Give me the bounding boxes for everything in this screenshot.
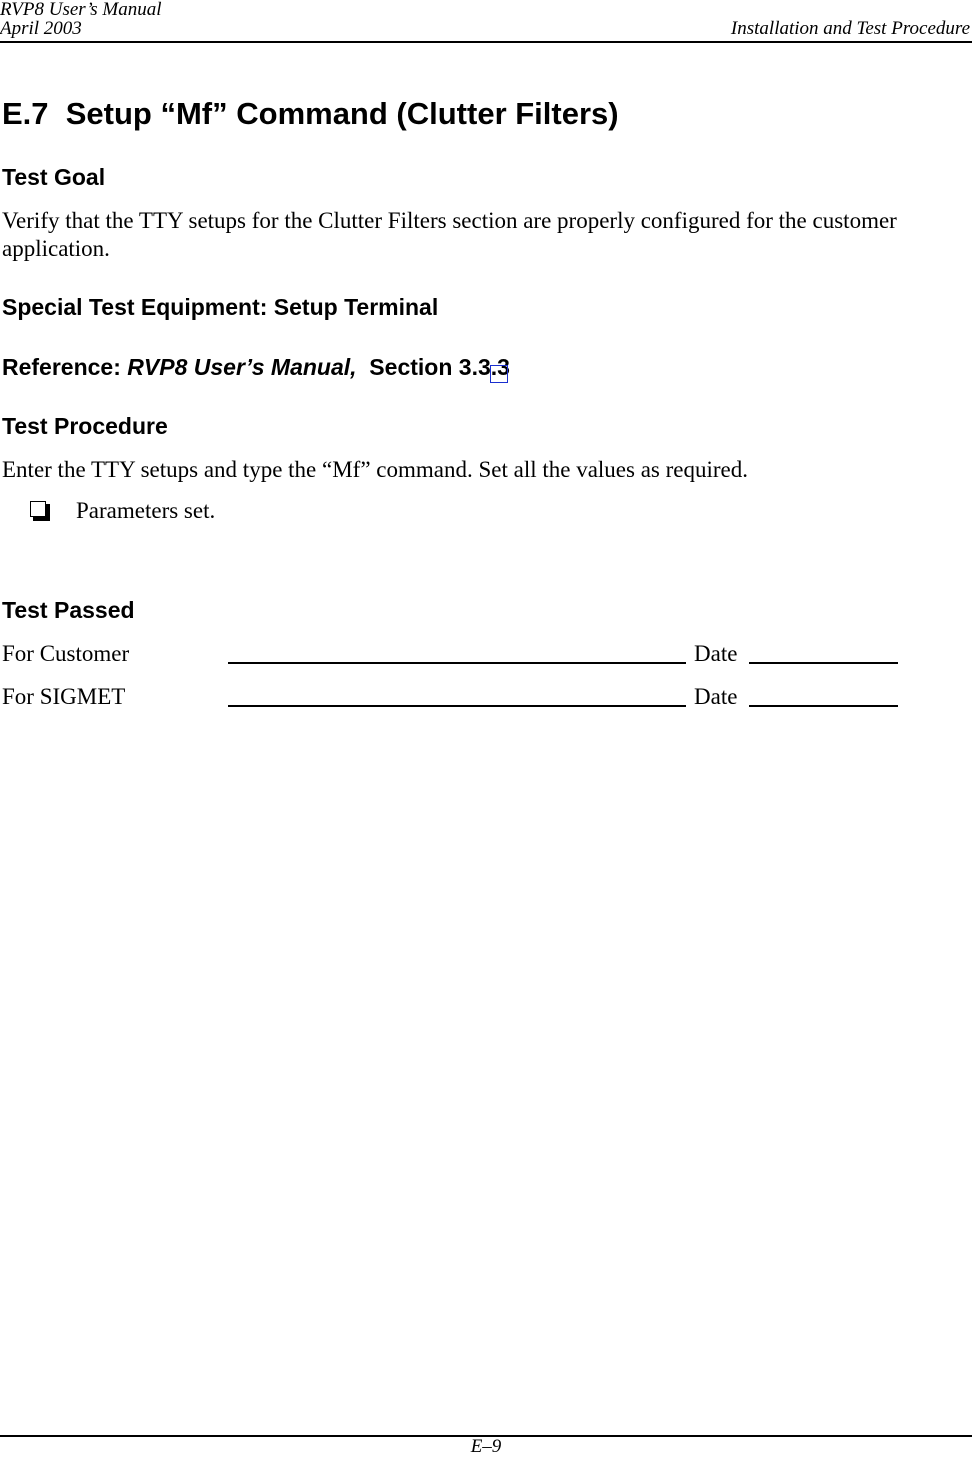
running-header-left [0, 0, 162, 38]
test-procedure-text: Enter the TTY setups and type the “Mf” command. Set all the values as required. [2, 457, 748, 482]
date-label: Date [694, 641, 738, 666]
signature-label: For SIGMET [2, 684, 126, 709]
date-label: Date [694, 684, 738, 709]
equipment-heading: Special Test Equipment: Setup Terminal [2, 294, 439, 320]
reference-section: Section 3.3.3 [356, 354, 510, 380]
running-header-chapter: Installation and Test Procedure [730, 18, 970, 39]
manual-title: RVP8 User’s Manual [0, 0, 162, 20]
date-line[interactable] [749, 662, 898, 664]
checkbox-icon[interactable] [30, 501, 50, 521]
date-line[interactable] [749, 705, 898, 707]
test-goal-heading: Test Goal [2, 164, 106, 190]
reference-manual: RVP8 User’s Manual, [127, 354, 357, 380]
signature-line[interactable] [228, 662, 686, 664]
reference-line [2, 354, 510, 380]
signature-label: For Customer [2, 641, 130, 666]
checklist-item-label: Parameters set. [76, 498, 216, 523]
test-procedure-heading: Test Procedure [2, 413, 168, 439]
section-link-box[interactable] [490, 365, 508, 383]
test-goal-text: Verify that the TTY setups for the Clutter Filters section are properly configured for the customer application. [2, 208, 897, 261]
signature-row-customer [0, 640, 972, 668]
header-rule [0, 41, 972, 43]
manual-date: April 2003 [0, 18, 82, 39]
page-number: E–9 [470, 1436, 502, 1457]
test-passed-heading: Test Passed [2, 597, 135, 623]
reference-label: Reference: [2, 354, 128, 380]
signature-line[interactable] [228, 705, 686, 707]
signature-row-sigmet [0, 683, 972, 711]
section-title: E.7 Setup “Mf” Command (Clutter Filters) [2, 96, 619, 131]
